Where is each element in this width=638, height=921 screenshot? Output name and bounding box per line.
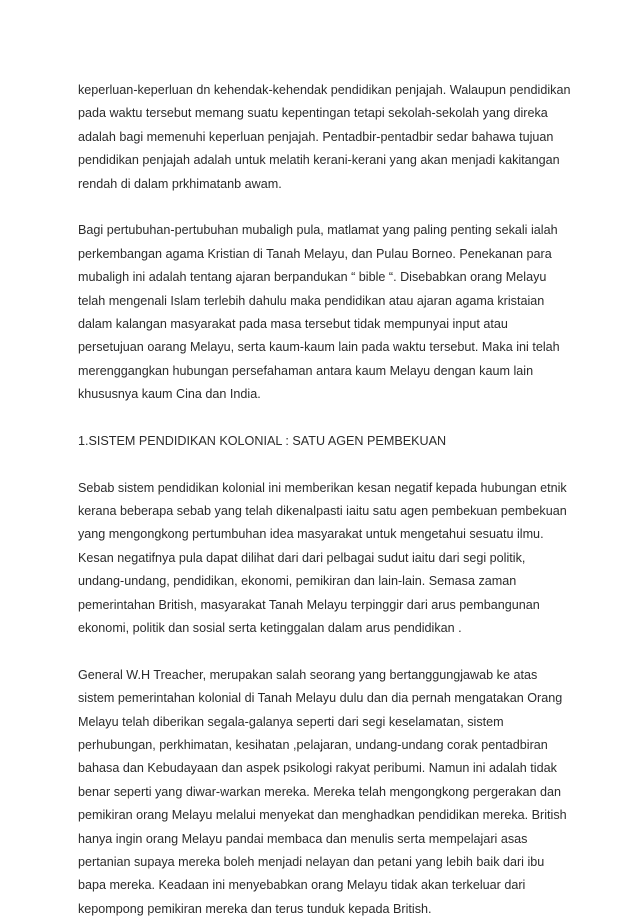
text-line: kepompong pemikiran mereka dan terus tunduk kepada British. — [78, 901, 432, 916]
text-line: adalah bagi memenuhi keperluan penjajah. Pentadbir-pentadbir sedar bahawa tujuan — [78, 129, 554, 144]
text-line: ekonomi, politik dan sosial serta ketinggalan dalam arus pendidikan . — [78, 620, 462, 635]
paragraph-intro — [78, 79, 571, 196]
text-line: pemerintahan British, masyarakat Tanah Melayu terpinggir dari arus pembangunan — [78, 597, 540, 612]
text-line: pertanian supaya mereka boleh menjadi nelayan dan petani yang lebih baik dari ibu — [78, 854, 545, 869]
text-line: khususnya kaum Cina dan India. — [78, 387, 261, 402]
text-line: Sebab sistem pendidikan kolonial ini memberikan kesan negatif kepada hubungan etnik — [78, 480, 567, 495]
document-body — [78, 79, 571, 921]
text-line: telah mengenali Islam terlebih dahulu maka pendidikan atau ajaran agama kristaian — [78, 293, 545, 308]
text-line: pemikiran orang Melayu melalui menyekat dan menghadkan pendidikan mereka. British — [78, 808, 567, 823]
text-line: sistem pemerintahan kolonial di Tanah Melayu dulu dan dia pernah mengatakan Orang — [78, 691, 563, 706]
text-line: merenggangkan hubungan persefahaman antara kaum Melayu dengan kaum lain — [78, 363, 534, 378]
paragraph-spacer — [78, 640, 568, 663]
paragraph-mubaligh — [78, 219, 568, 406]
text-line: kerana beberapa sebab yang telah dikenalpasti iaitu satu agen pembekuan pembekuan — [78, 504, 567, 519]
paragraph-treacher — [78, 664, 568, 921]
text-line: perhubungan, perkhimatan, kesihatan ,pelajaran, undang-undang corak pentadbiran — [78, 737, 548, 752]
text-line: mubaligh ini adalah tentang ajaran berpandukan “ bible “. Disebabkan orang Melayu — [78, 270, 547, 285]
text-line: pada waktu tersebut memang suatu kepentingan tetapi sekolah-sekolah yang direka — [78, 106, 548, 121]
text-line: Kesan negatifnya pula dapat dilihat dari dari pelbagai sudut iaitu dari segi politik, — [78, 550, 526, 565]
text-line: keperluan-keperluan dn kehendak-kehendak pendidikan penjajah. Walaupun pendidikan — [78, 83, 571, 97]
text-line: Melayu telah diberikan segala-galanya seperti dari segi keselamatan, sistem — [78, 714, 504, 729]
text-line: yang mengongkong pertumbuhan idea masyarakat untuk mengetahui sesuatu ilmu. — [78, 527, 544, 542]
paragraph-kesan — [78, 477, 568, 641]
section-heading — [78, 430, 568, 453]
text-line: pendidikan penjajah adalah untuk melatih kerani-kerani yang akan menjadi kakitangan — [78, 153, 560, 168]
text-line: perkembangan agama Kristian di Tanah Melayu, dan Pulau Borneo. Penekanan para — [78, 246, 552, 261]
heading-line: 1.SISTEM PENDIDIKAN KOLONIAL : SATU AGEN PEMBEKUAN — [78, 433, 447, 448]
text-line: bapa mereka. Keadaan ini menyebabkan orang Melayu tidak akan terkeluar dari — [78, 878, 526, 893]
text-line: Bagi pertubuhan-pertubuhan mubaligh pula, matlamat yang paling penting sekali ialah — [78, 223, 558, 238]
text-line: General W.H Treacher, merupakan salah seorang yang bertanggungjawab ke atas — [78, 667, 538, 682]
text-line: rendah di dalam prkhimatanb awam. — [78, 176, 282, 191]
text-line: undang-undang, pendidikan, ekonomi, pemikiran dan lain-lain. Semasa zaman — [78, 574, 517, 589]
paragraph-spacer — [78, 406, 568, 429]
text-line: bahasa dan Kebudayaan dan aspek psikologi rakyat peribumi. Namun ini adalah tidak — [78, 761, 557, 776]
text-line: benar seperti yang diwar-warkan mereka. Mereka telah mengongkong pergerakan dan — [78, 784, 562, 799]
paragraph-spacer — [78, 196, 568, 219]
text-line: dalam kalangan masyarakat pada masa tersebut tidak mempunyai input atau — [78, 316, 508, 331]
text-line: persetujuan oarang Melayu, serta kaum-kaum lain pada waktu tersebut. Maka ini telah — [78, 340, 560, 355]
paragraph-spacer — [78, 453, 568, 476]
text-line: hanya ingin orang Melayu pandai membaca dan menulis serta mempelajari asas — [78, 831, 528, 846]
